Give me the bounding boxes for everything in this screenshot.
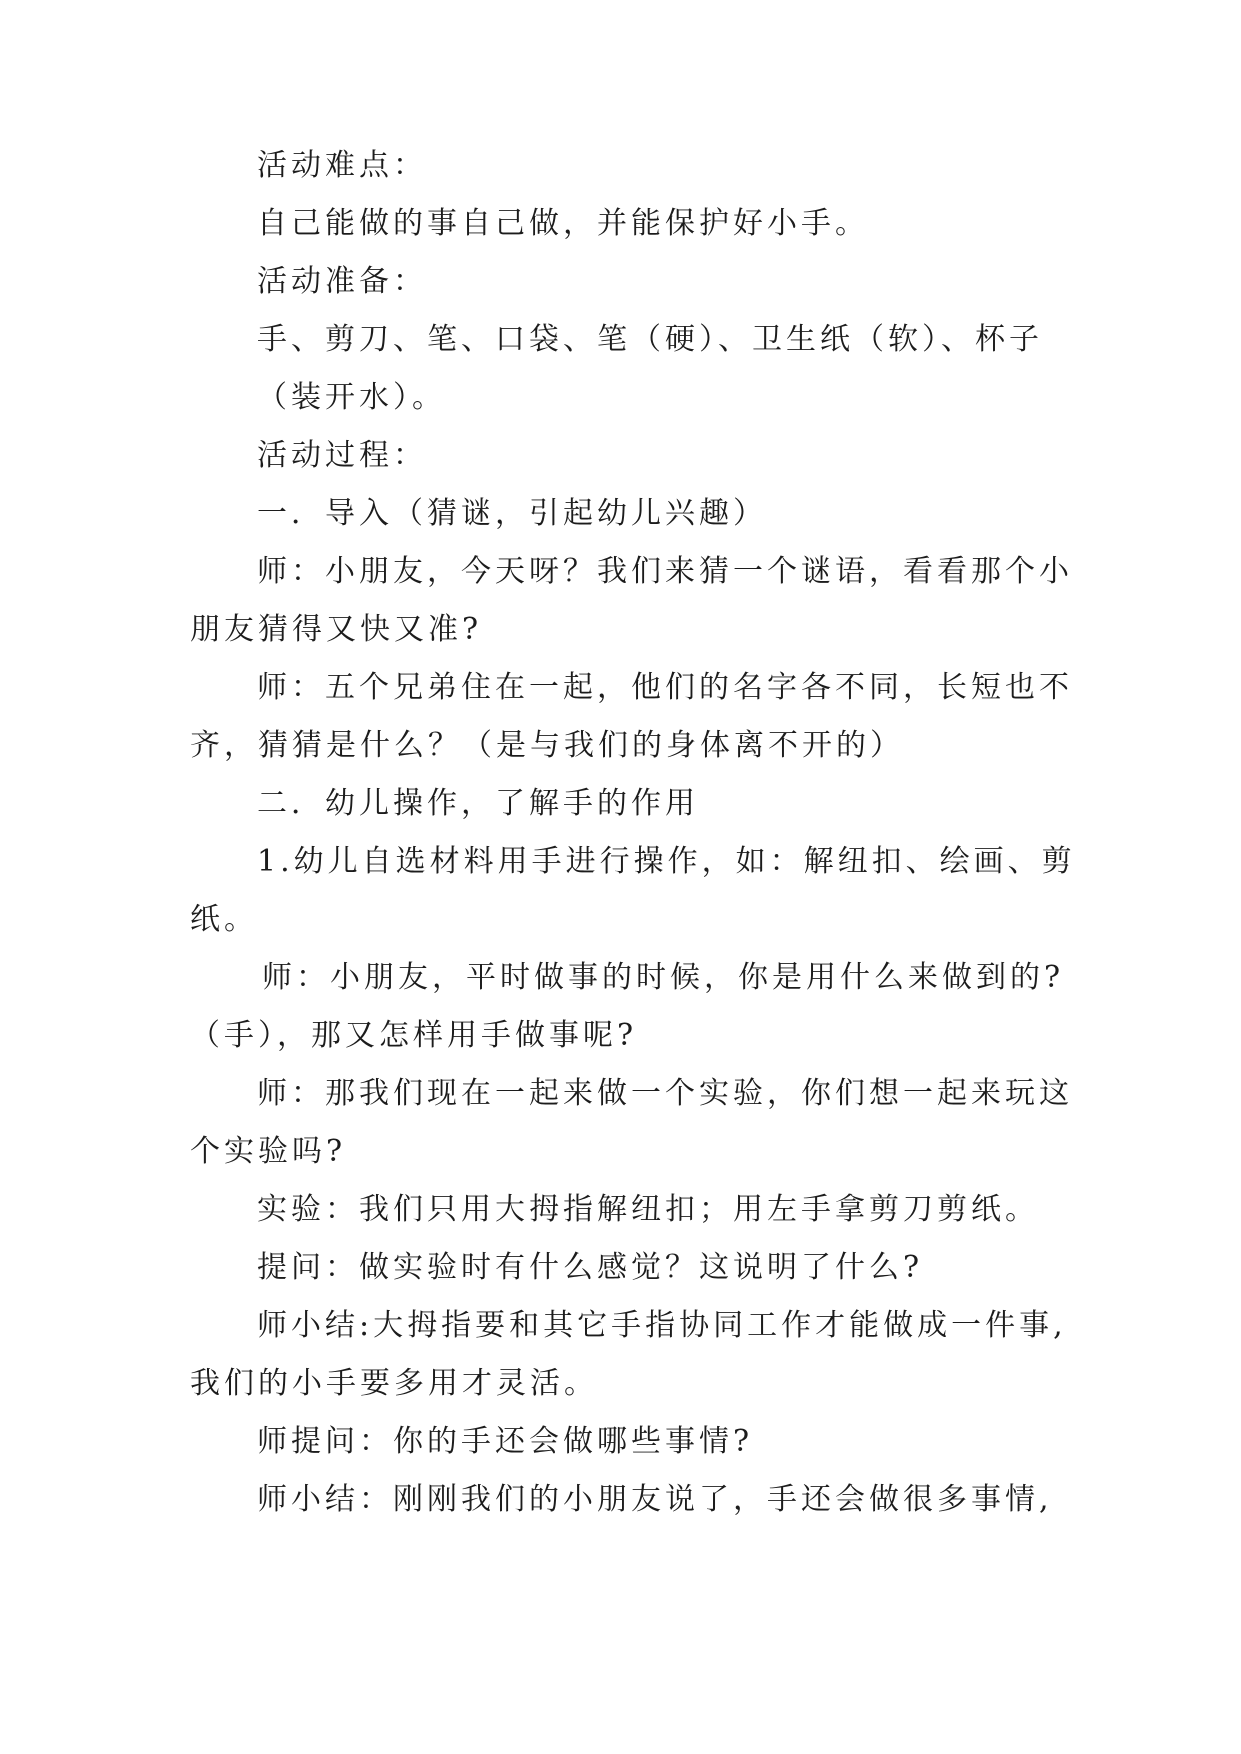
paragraph-line: 师：那我们现在一起来做一个实验，你们想一起来玩这	[257, 1076, 1073, 1111]
paragraph-line: 1.幼儿自选材料用手进行操作，如：解纽扣、绘画、剪	[257, 844, 1076, 879]
paragraph-line: 实验：我们只用大拇指解纽扣；用左手拿剪刀剪纸。	[257, 1192, 1039, 1227]
section-heading-1: 一．导入（猜谜，引起幼儿兴趣）	[257, 496, 767, 531]
paragraph-line: 师：小朋友，今天呀？我们来猜一个谜语，看看那个小	[257, 554, 1073, 589]
paragraph-line: 手、剪刀、笔、口袋、笔（硬）、卫生纸（软）、杯子	[257, 322, 1043, 357]
paragraph-line: 师：五个兄弟住在一起，他们的名字各不同，长短也不	[257, 670, 1073, 705]
paragraph-line: 提问：做实验时有什么感觉？这说明了什么?	[257, 1250, 924, 1285]
section-heading-2: 二．幼儿操作，了解手的作用	[257, 786, 699, 821]
heading-activity-process: 活动过程：	[257, 438, 427, 473]
paragraph-line: 朋友猜得又快又准?	[190, 612, 483, 647]
paragraph-line: 齐，猜猜是什么？（是与我们的身体离不开的）	[190, 728, 904, 763]
paragraph-line: 师提问：你的手还会做哪些事情?	[257, 1424, 754, 1459]
paragraph-line: 师小结:大拇指要和其它手指协同工作才能做成一件事,	[257, 1308, 1067, 1343]
paragraph-line: （手），那又怎样用手做事呢?	[190, 1018, 638, 1053]
paragraph-line: （装开水）。	[257, 380, 446, 415]
paragraph-line: 我们的小手要多用才灵活。	[190, 1366, 598, 1401]
paragraph-line: 师：小朋友，平时做事的时候，你是用什么来做到的?	[262, 960, 1065, 995]
paragraph-line: 纸。	[190, 902, 258, 937]
paragraph-line: 个实验吗?	[190, 1134, 347, 1169]
heading-activity-difficulty: 活动难点：	[257, 148, 427, 183]
paragraph-line: 师小结：刚刚我们的小朋友说了，手还会做很多事情,	[257, 1482, 1053, 1517]
heading-activity-preparation: 活动准备：	[257, 264, 427, 299]
paragraph-line: 自己能做的事自己做，并能保护好小手。	[257, 206, 869, 241]
